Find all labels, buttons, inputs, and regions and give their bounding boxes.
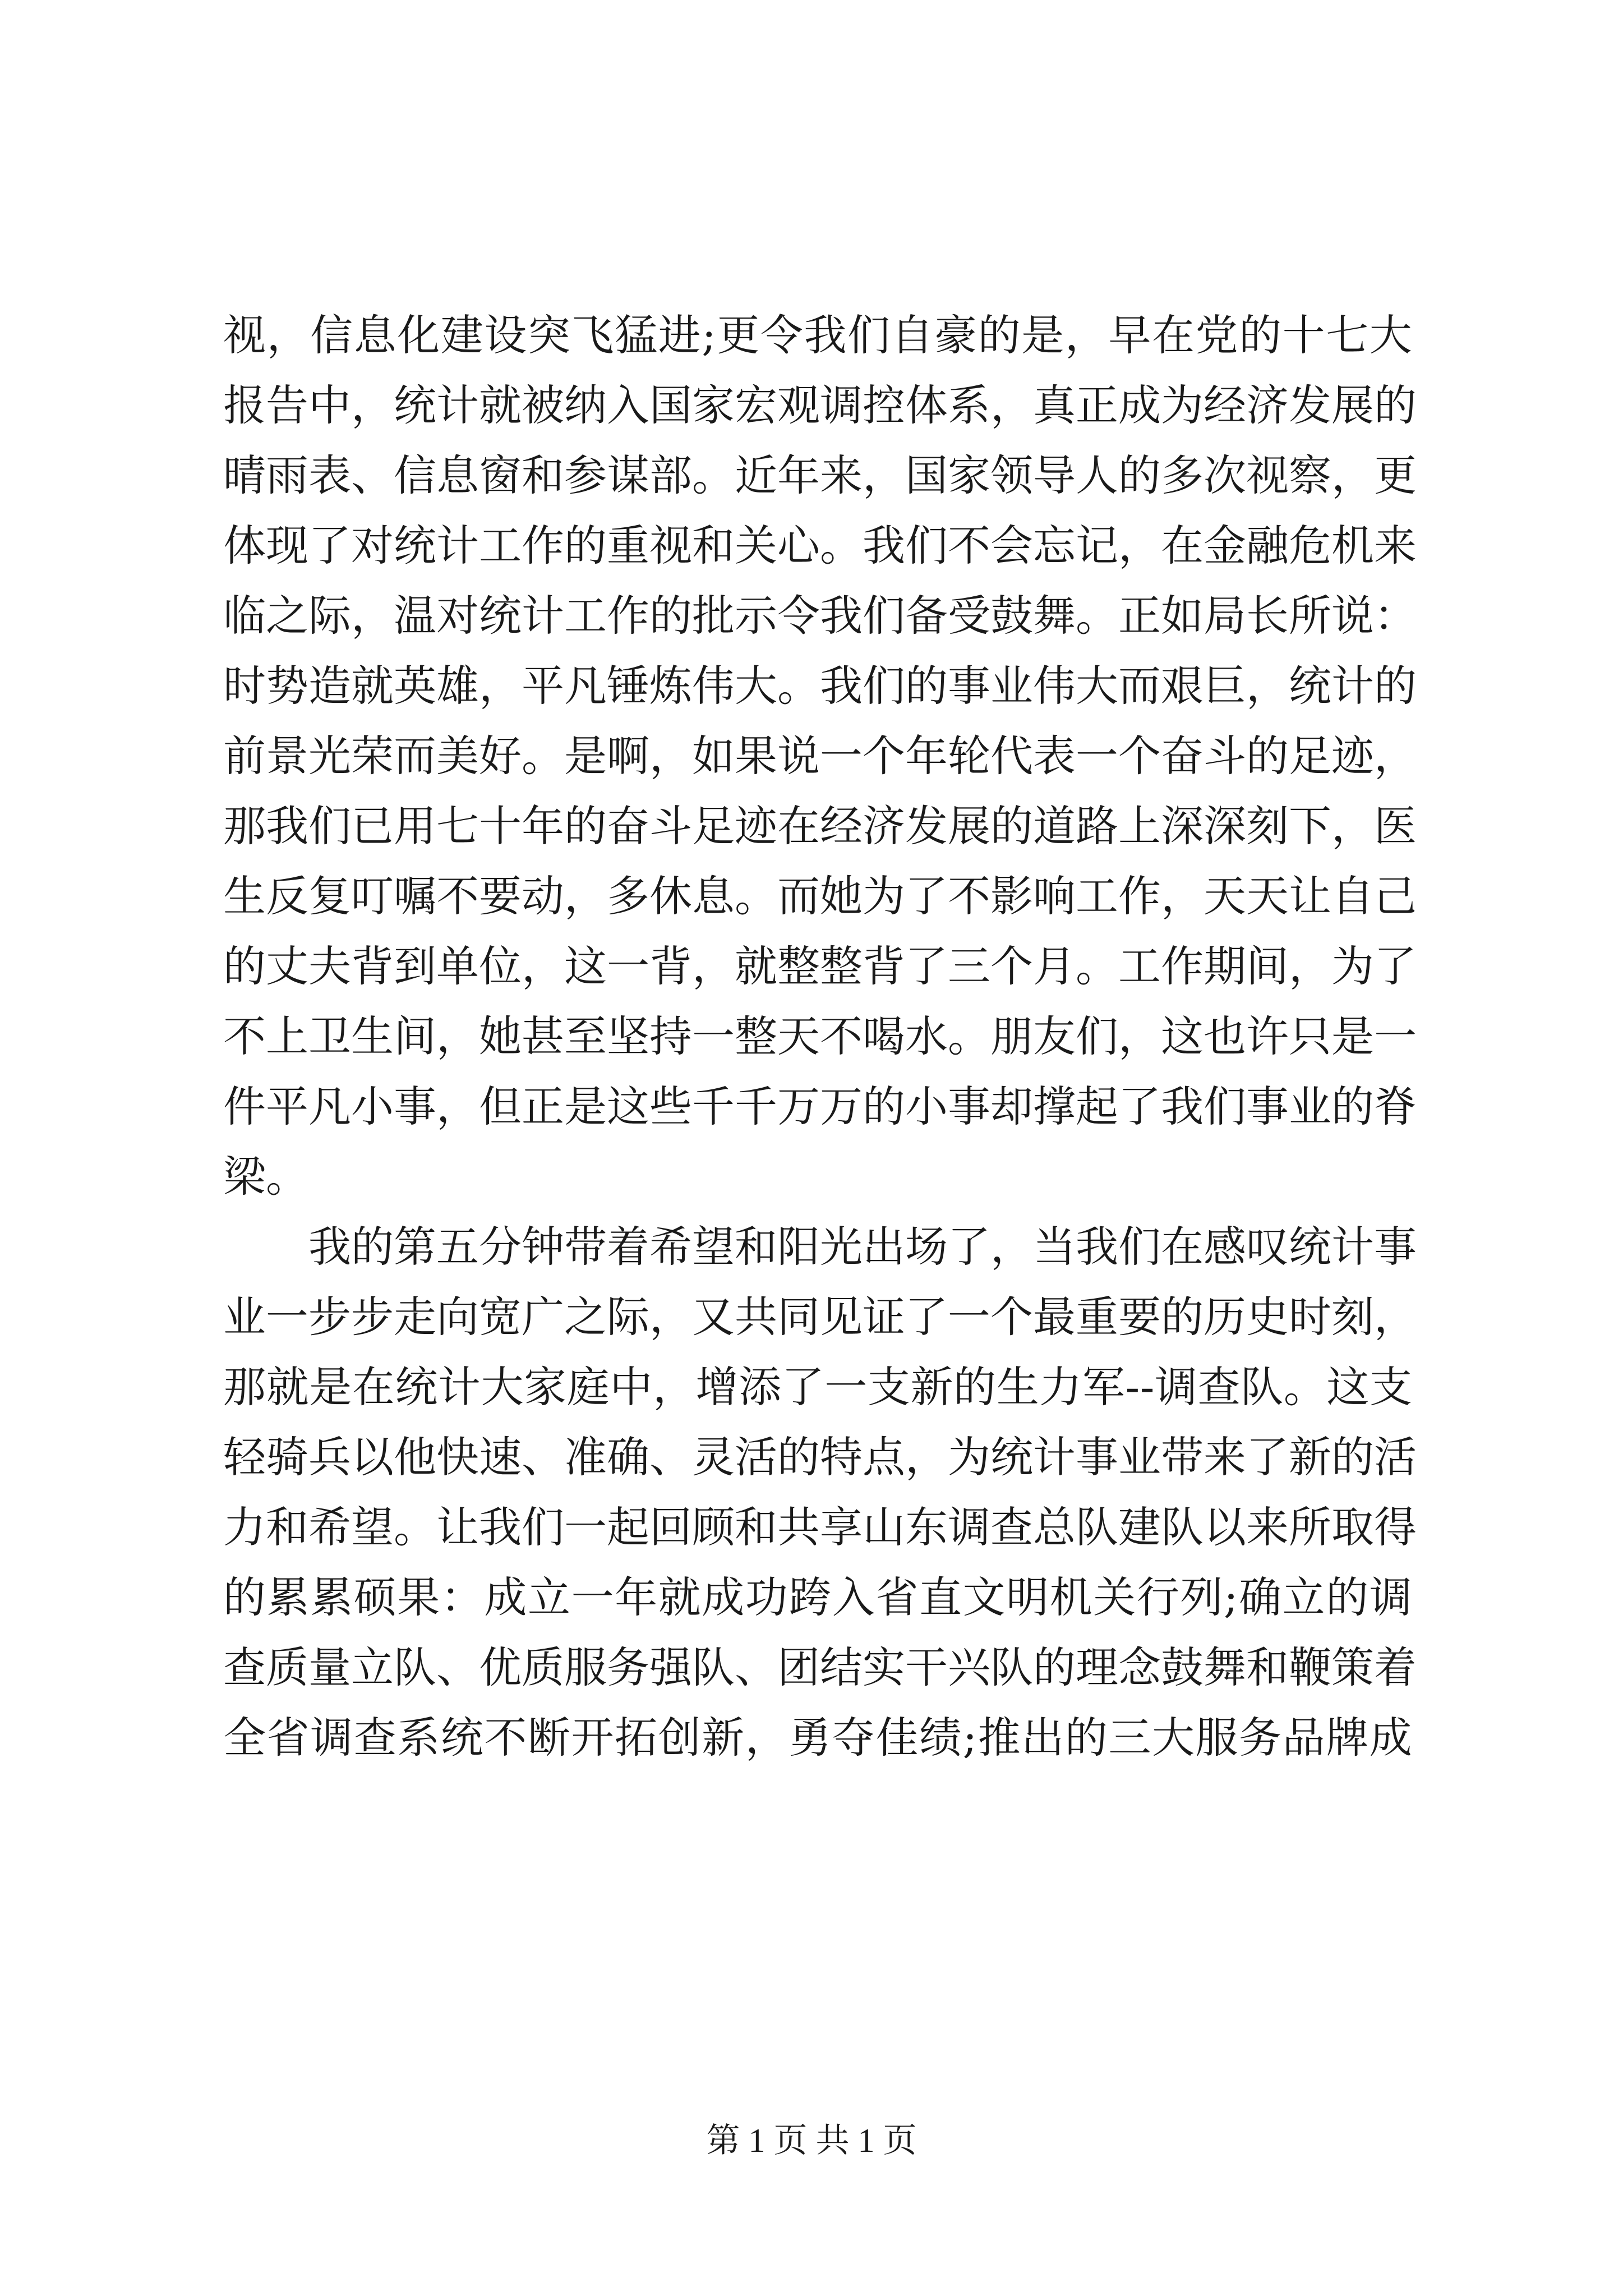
text-line: 晴 雨 表 、 信 息 窗 和 参 谋 部 。 近 年 来 ， 国 家 领 导 人 的 多 次 视 察 ， 更 (223, 450, 1417, 500)
text-line: 那 我 们 已 用 七 十 年 的 奋 斗 足 迹 在 经 济 发 展 的 道 路 上 深 深 刻 下 ， 医 (223, 801, 1417, 851)
text-line: 体 现 了 对 统 计 工 作 的 重 视 和 关 心 。 我 们 不 会 忘 记 ， 在 金 融 危 机 来 (223, 521, 1417, 570)
text-line: 不 上 卫 生 间 ， 她 甚 至 坚 持 一 整 天 不 喝 水 。 朋 友 们 ， 这 也 许 只 是 一 (223, 1011, 1417, 1061)
text-line: 力 和 希 望 。 让 我 们 一 起 回 顾 和 共 享 山 东 调 查 总 队 建 队 以 来 所 取 得 (223, 1502, 1417, 1552)
text-line: 我 的 第 五 分 钟 带 着 希 望 和 阳 光 出 场 了 ， 当 我 们 在 感 叹 统 计 事 (308, 1222, 1417, 1272)
text-line: 的 累 累 硕 果 ： 成 立 一 年 就 成 功 跨 入 省 直 文 明 机 关 行 列 ; 确 立 的 调 (223, 1572, 1412, 1622)
text-line: 业 一 步 步 走 向 宽 广 之 际 ， 又 共 同 见 证 了 一 个 最 重 要 的 历 史 时 刻 ， (223, 1292, 1417, 1342)
text-line: 的 丈 夫 背 到 单 位 ， 这 一 背 ， 就 整 整 背 了 三 个 月 。 工 作 期 间 ， 为 了 (223, 941, 1417, 991)
text-line: 轻 骑 兵 以 他 快 速 、 准 确 、 灵 活 的 特 点 ， 为 统 计 事 业 带 来 了 新 的 活 (223, 1432, 1417, 1482)
text-line: 件 平 凡 小 事 ， 但 正 是 这 些 千 千 万 万 的 小 事 却 撑 起 了 我 们 事 业 的 脊 (223, 1082, 1417, 1131)
text-line: 时 势 造 就 英 雄 ， 平 凡 锤 炼 伟 大 。 我 们 的 事 业 伟 大 而 艰 巨 ， 统 计 的 (223, 661, 1417, 711)
text-line: 生 反 复 叮 嘱 不 要 动 ， 多 休 息 。 而 她 为 了 不 影 响 工 作 ， 天 天 让 自 己 (223, 871, 1417, 921)
text-line: 临 之 际 ， 温 对 统 计 工 作 的 批 示 令 我 们 备 受 鼓 舞 。 正 如 局 长 所 说 ： (223, 591, 1417, 641)
document-body (223, 300, 1417, 1773)
text-line: 那 就 是 在 统 计 大 家 庭 中 ， 增 添 了 一 支 新 的 生 力 军 - - 调 查 队 。 这 支 (223, 1362, 1412, 1412)
text-line: 前 景 光 荣 而 美 好 。 是 啊 ， 如 果 说 一 个 年 轮 代 表 一 个 奋 斗 的 足 迹 ， (223, 731, 1417, 781)
text-line: 查 质 量 立 队 、 优 质 服 务 强 队 、 团 结 实 干 兴 队 的 理 念 鼓 舞 和 鞭 策 着 (223, 1642, 1417, 1692)
text-line: 全 省 调 查 系 统 不 断 开 拓 创 新 ， 勇 夺 佳 绩 ; 推 出 的 三 大 服 务 品 牌 成 (223, 1713, 1412, 1763)
page-footer: 第 1 页 共 1 页 (706, 2122, 917, 2159)
text-line: 报 告 中 ， 统 计 就 被 纳 入 国 家 宏 观 调 控 体 系 ， 真 正 成 为 经 济 发 展 的 (223, 380, 1417, 430)
text-line: 梁 。 (223, 1152, 308, 1202)
text-line: 视 ， 信 息 化 建 设 突 飞 猛 进 ; 更 令 我 们 自 豪 的 是 ， 早 在 党 的 十 七 大 (223, 310, 1412, 360)
